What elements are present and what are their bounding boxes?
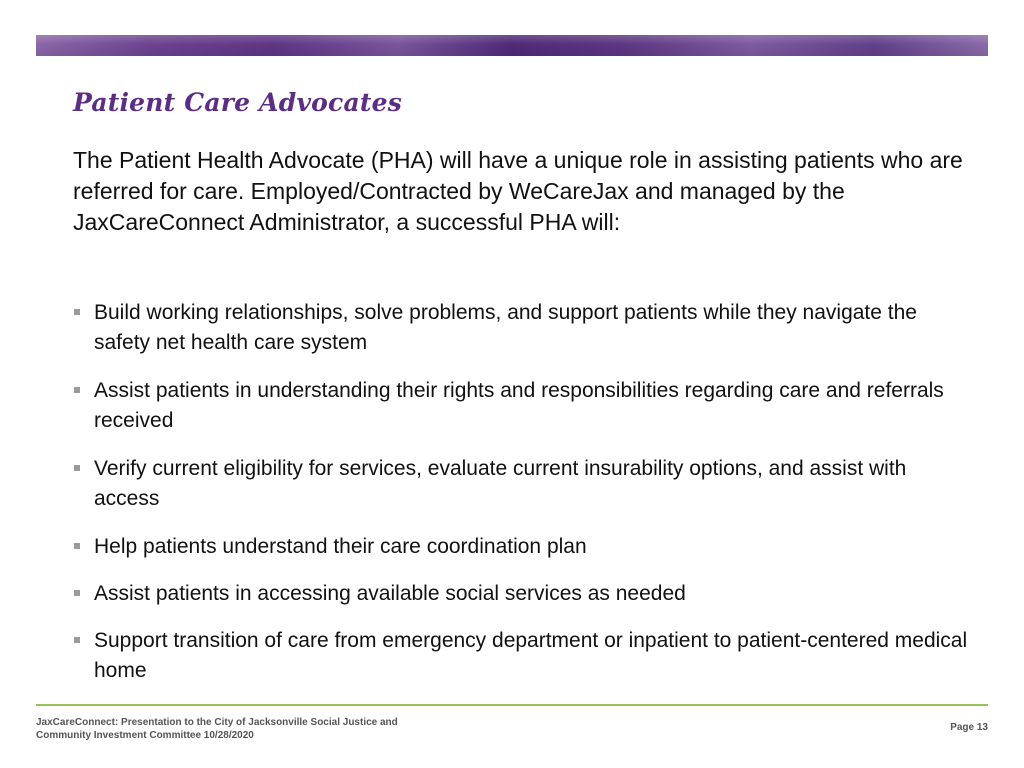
bullet-text: Support transition of care from emergency department or inpatient to patient-centered medical home: [94, 629, 968, 682]
square-bullet-icon: [74, 309, 80, 315]
footer-caption: [36, 716, 556, 742]
top-banner: [36, 35, 988, 56]
bullet-item: [73, 454, 973, 514]
bullet-text: Assist patients in accessing available social services as needed: [94, 582, 686, 605]
square-bullet-icon: [74, 590, 80, 596]
bullet-item: [73, 376, 973, 436]
bullet-text: Build working relationships, solve problems, and support patients while they navigate the safety net health care system: [94, 301, 917, 354]
slide-title: Patient Care Advocates: [73, 88, 403, 117]
footer-caption-line1: JaxCareConnect: Presentation to the City of Jacksonville Social Justice and: [36, 717, 398, 728]
intro-paragraph: The Patient Health Advocate (PHA) will have a unique role in assisting patients who are referred for care. Employed/Contracted by WeCareJax and managed by the JaxCareConnect Administrator, a successful PHA will:: [73, 147, 963, 235]
square-bullet-icon: [74, 637, 80, 643]
square-bullet-icon: [74, 543, 80, 549]
bullet-item: [73, 298, 973, 358]
footer-caption-line2: Community Investment Committee 10/28/2020: [36, 730, 254, 741]
bullet-text: Help patients understand their care coordination plan: [94, 535, 587, 558]
bullet-text: Assist patients in understanding their rights and responsibilities regarding care and referrals received: [94, 379, 944, 432]
bullet-item: [73, 579, 973, 609]
footer-divider: [36, 704, 988, 706]
bullet-list: [73, 298, 973, 704]
page-number: Page 13: [950, 722, 988, 733]
square-bullet-icon: [74, 465, 80, 471]
bullet-item: [73, 532, 973, 562]
bullet-item: [73, 626, 973, 686]
square-bullet-icon: [74, 387, 80, 393]
bullet-text: Verify current eligibility for services, evaluate current insurability options, and assist with access: [94, 457, 907, 510]
